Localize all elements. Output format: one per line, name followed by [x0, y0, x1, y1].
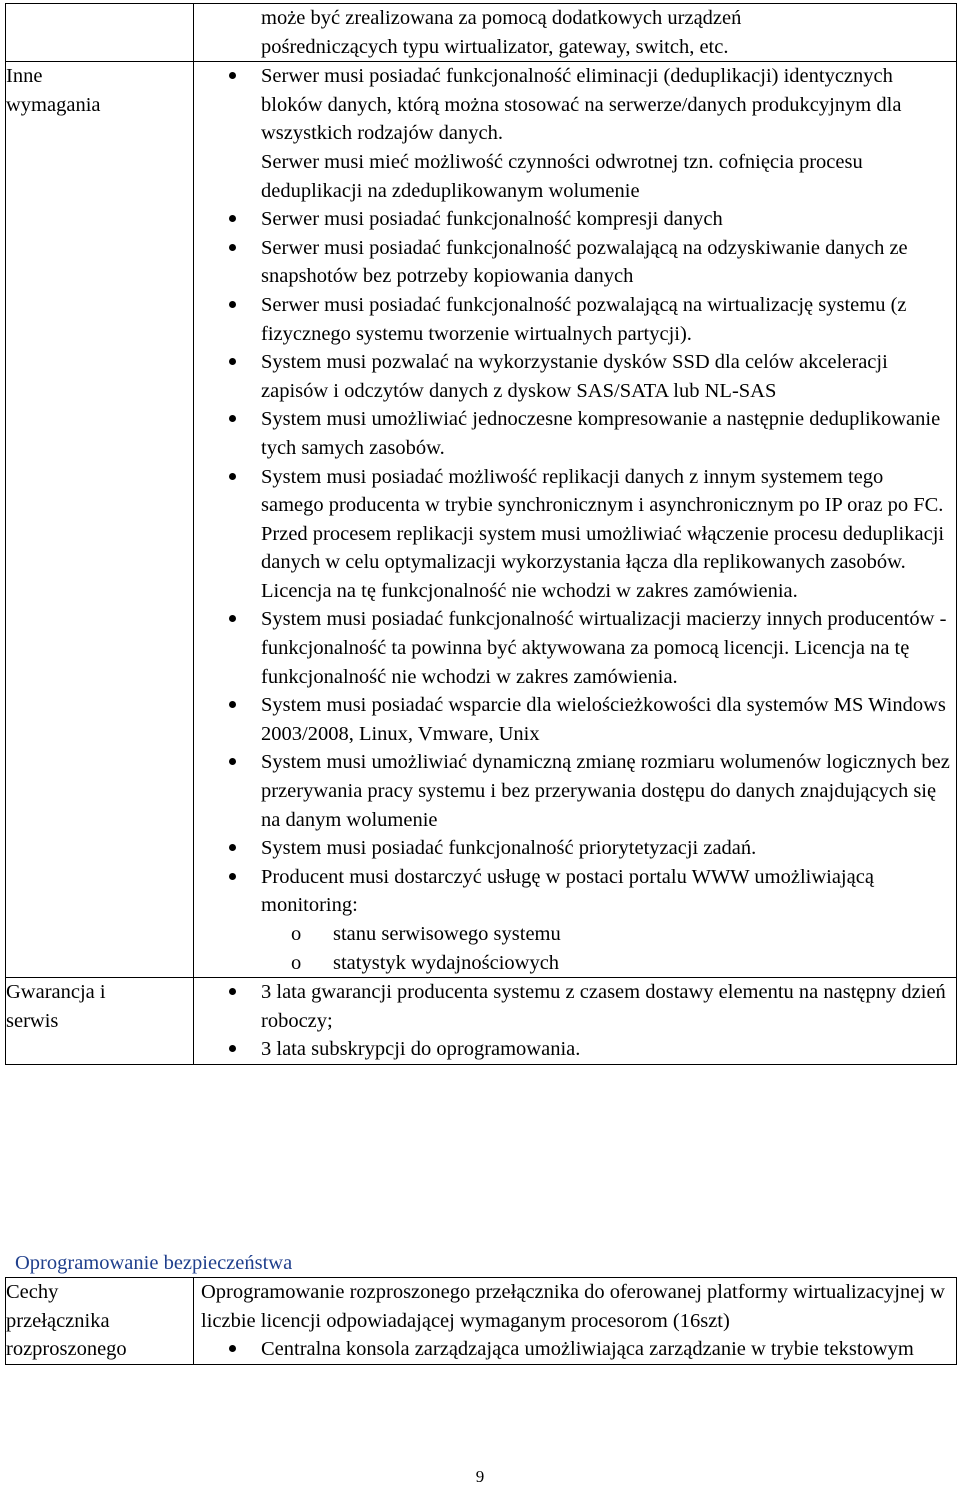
bullet-list: [194, 978, 956, 1064]
continuation-text: może być zrealizowana za pomocą dodatkowych urządzeń pośredniczących typu wirtualizator, gateway, switch, etc.: [261, 7, 742, 58]
table-row: [6, 62, 957, 978]
list-item: Serwer musi posiadać funkcjonalność pozwalającą na odzyskiwanie danych ze snapshotów bez potrzeby kopiowania danych: [194, 234, 956, 291]
list-item: System musi umożliwiać jednoczesne kompresowanie a następnie deduplikowanie tych samych zasobów.: [194, 405, 956, 462]
label-cell-inne-wymagania: [6, 62, 194, 978]
list-item: Serwer musi posiadać funkcjonalność eliminacji (deduplikacji) identycznych bloków danych, którą można stosować na serwerze/danych produkcyjnym dla wszystkich rodzajów danych.: [194, 62, 956, 148]
bullet-list: [194, 62, 956, 977]
continuation-cell: [194, 4, 957, 62]
list-item: System musi pozwalać na wykorzystanie dysków SSD dla celów akceleracji zapisów i odczytów danych z dyskow SAS/SATA lub NL-SAS: [194, 348, 956, 405]
label-cell-cechy: [6, 1278, 194, 1365]
content-cell-inne-wymagania: [194, 62, 957, 978]
row-label: Gwarancja i: [6, 981, 106, 1004]
label-cell-gwarancja: [6, 978, 194, 1065]
switch-table: [5, 1277, 957, 1365]
sub-bullet-icon: o: [291, 923, 302, 945]
list-item: System musi umożliwiać dynamiczną zmianę rozmiaru wolumenów logicznych bez przerywania pracy systemu i bez przerywania dostępu do danych znajdujących się na danym wolumenie: [194, 748, 956, 834]
content-cell-gwarancja: [194, 978, 957, 1065]
row-label: Cechy: [6, 1281, 59, 1303]
list-item: System musi posiadać możliwość replikacji danych z innym systemem tego samego producenta w trybie synchronicznym i asynchronicznym po IP oraz po FC. Przed procesem replikacji system musi umożliwiać włączenie procesu deduplikacji danych w celu optymalizacji wykorzystania łącza dla replikowanych zasobów. Licencja na tę funkcjonalność nie wchodzi w zakres zamówienia.: [194, 463, 956, 606]
list-item: Producent musi dostarczyć usługę w postaci portalu WWW umożliwiającą monitoring: o stanu serwisowego systemu o statystyk wydajnościowych: [194, 863, 956, 977]
list-item: Serwer musi posiadać funkcjonalność pozwalającą na wirtualizację systemu (z fizycznego systemu tworzenie wirtualnych partycji).: [194, 291, 956, 348]
row-label: serwis: [6, 1009, 59, 1032]
requirements-table: [5, 3, 957, 1065]
list-item: Serwer musi mieć możliwość czynności odwrotnej tzn. cofnięcia procesu deduplikacji na zdeduplikowanym wolumenie: [261, 150, 863, 202]
row-label: przełącznika: [6, 1309, 110, 1332]
table-row: [6, 4, 957, 62]
list-item: System musi posiadać funkcjonalność wirtualizacji macierzy innych producentów - funkcjonalność ta powinna być aktywowana za pomocą licencji. Licencja na tę funkcjonalność nie wchodzi w zakres zamówienia.: [194, 605, 956, 691]
list-item: System musi posiadać wsparcie dla wielościeżkowości dla systemów MS Windows 2003/2008, Linux, Vmware, Unix: [194, 691, 956, 748]
sub-list-item: o statystyk wydajnościowych: [261, 949, 950, 978]
list-item: 3 lata gwarancji producenta systemu z czasem dostawy elementu na następny dzień roboczy;: [194, 978, 956, 1035]
row-label: wymagania: [6, 93, 101, 116]
intro-text: Oprogramowanie rozproszonego przełącznika do oferowanej platformy wirtualizacyjnej w liczbie licencji odpowiadającej wymaganym procesorom (16szt): [201, 1281, 945, 1332]
list-item: Serwer musi posiadać funkcjonalność kompresji danych: [194, 205, 956, 234]
row-label: rozproszonego: [6, 1338, 127, 1361]
table-row: [6, 1278, 957, 1365]
bullet-list: [194, 1335, 956, 1364]
section-heading: Oprogramowanie bezpieczeństwa: [15, 1252, 293, 1274]
list-item: Centralna konsola zarządzająca umożliwiająca zarządzanie w trybie tekstowym: [194, 1335, 956, 1364]
content-cell-cechy: [194, 1278, 957, 1365]
table-row: [6, 978, 957, 1065]
sub-list-item: o stanu serwisowego systemu: [261, 920, 950, 949]
list-item: 3 lata subskrypcji do oprogramowania.: [194, 1035, 956, 1064]
sub-list: [261, 920, 950, 977]
row-label: Inne: [6, 65, 43, 88]
page-number: 9: [475, 1467, 485, 1486]
sub-bullet-icon: o: [291, 951, 302, 974]
list-item: System musi posiadać funkcjonalność priorytetyzacji zadań.: [194, 834, 956, 863]
label-cell-empty: [6, 4, 194, 62]
